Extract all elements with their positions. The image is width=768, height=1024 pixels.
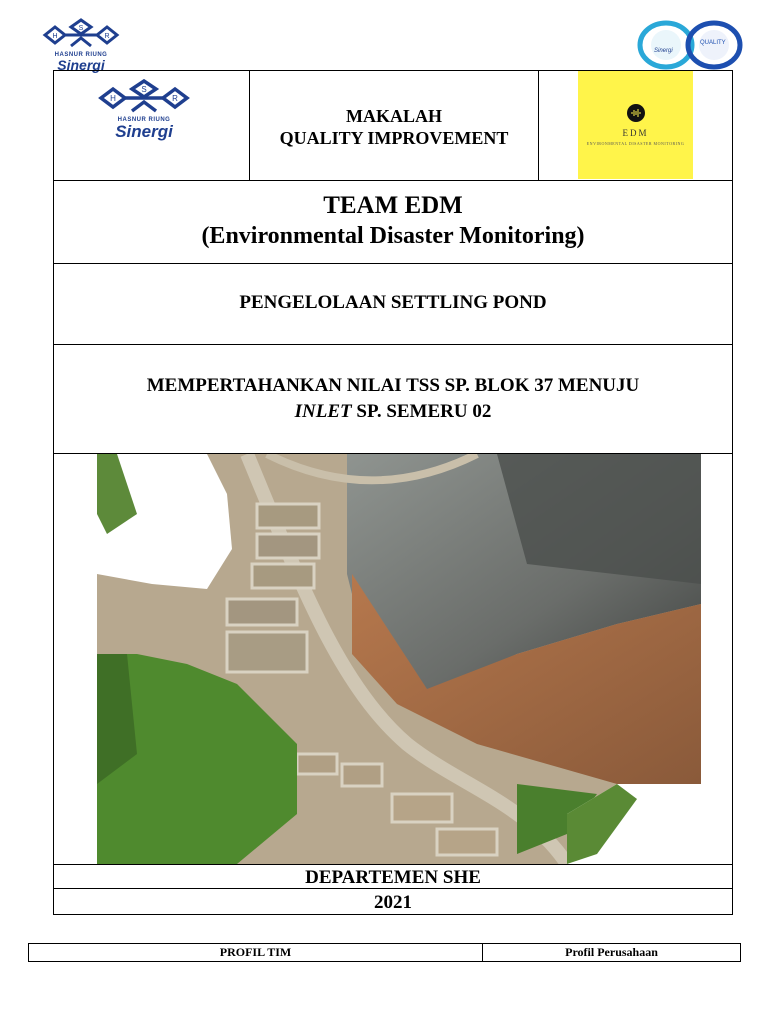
makalah-line1: MAKALAH — [346, 106, 442, 126]
footer-profil-tim[interactable]: PROFIL TIM — [219, 945, 292, 959]
row-divider — [54, 263, 732, 264]
logo-word: Sinergi — [57, 57, 105, 73]
quality-label: QUALITY — [700, 40, 726, 46]
svg-text:H: H — [110, 94, 116, 103]
row-divider — [54, 344, 732, 345]
company-logo-top — [38, 18, 124, 72]
team-block — [54, 191, 732, 251]
target-block — [54, 373, 732, 425]
edm-logo-tagline: ENVIRONMENTAL DISASTER MONITORING — [586, 141, 685, 146]
target-line2 — [54, 399, 732, 425]
header-divider-right — [538, 71, 539, 180]
svg-text:R: R — [172, 94, 178, 103]
soundwave-icon — [627, 104, 645, 122]
makalah-line2: QUALITY IMPROVEMENT — [279, 128, 509, 148]
settling-pond-aerial-photo — [97, 454, 701, 864]
infinity-brand-label: Sinergi — [654, 48, 673, 54]
logo-word: Sinergi — [115, 122, 173, 141]
year-label: 2021 — [374, 892, 412, 913]
svg-text:H: H — [52, 33, 58, 40]
target-line2-rest: SP. SEMERU 02 — [351, 401, 492, 422]
subject-title: PENGELOLAAN SETTLING POND — [239, 292, 547, 313]
cover-table — [53, 70, 733, 915]
hrs-mark-icon — [41, 18, 121, 52]
target-line1: MEMPERTAHANKAN NILAI TSS SP. BLOK 37 MENUJU — [146, 375, 640, 396]
makalah-title — [250, 105, 538, 149]
hrs-mark-icon — [96, 79, 192, 117]
logo-small-text: HASNUR RIUNG — [54, 52, 108, 58]
row-divider — [54, 888, 732, 889]
footer-table — [28, 943, 741, 962]
logo-small-text: HASNUR RIUNG — [117, 117, 171, 123]
svg-text:S: S — [141, 85, 147, 94]
row-divider — [54, 864, 732, 865]
svg-text:S: S — [78, 25, 84, 32]
quality-infinity-logo — [636, 20, 744, 70]
department-label: DEPARTEMEN SHE — [305, 867, 481, 888]
svg-text:R: R — [104, 33, 110, 40]
company-logo-header — [94, 79, 194, 140]
footer-profil-perusahaan[interactable]: Profil Perusahaan — [565, 945, 658, 959]
team-subtitle: (Environmental Disaster Monitoring) — [201, 223, 585, 249]
team-title: TEAM EDM — [323, 192, 463, 219]
edm-logo-name: EDM — [622, 128, 649, 138]
row-divider — [54, 180, 732, 181]
target-inlet: INLET — [294, 401, 352, 422]
edm-logo — [578, 71, 693, 179]
